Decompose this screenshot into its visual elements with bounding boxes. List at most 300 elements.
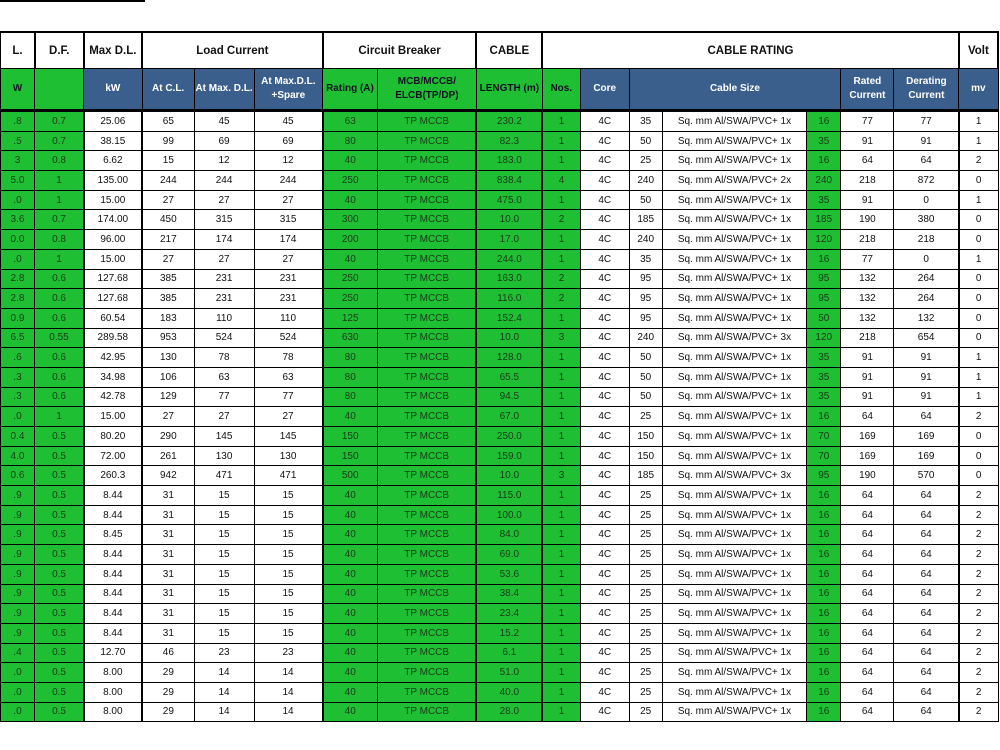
cell-cable-length[interactable]: 10.0 <box>476 328 542 348</box>
cell-connected-load[interactable]: 4.0 <box>0 446 35 466</box>
cell-core[interactable]: 4C <box>580 249 629 269</box>
cell-breaker-rating[interactable]: 150 <box>323 446 378 466</box>
cell-derating-current[interactable]: 218 <box>894 230 959 250</box>
cell-breaker-type[interactable]: TP MCCB <box>377 564 476 584</box>
cell-max-dl-kw[interactable]: 34.98 <box>84 367 143 387</box>
cell-current-with-spare[interactable]: 15 <box>254 604 323 624</box>
cell-connected-load[interactable]: .5 <box>0 131 35 151</box>
cell-current-at-max-dl[interactable]: 69 <box>194 131 254 151</box>
cell-derating-current[interactable]: 570 <box>894 466 959 486</box>
cell-breaker-type[interactable]: TP MCCB <box>377 682 476 702</box>
cell-cable-description[interactable]: Sq. mm Al/SWA/PVC+ 1x <box>662 643 806 663</box>
cell-connected-load[interactable]: 6.5 <box>0 328 35 348</box>
cell-df[interactable]: 0.5 <box>35 505 84 525</box>
cell-connected-load[interactable]: 3 <box>0 151 35 171</box>
cell-current-at-max-dl[interactable]: 145 <box>194 427 254 447</box>
cell-current-at-max-dl[interactable]: 77 <box>194 387 254 407</box>
cell-derating-current[interactable]: 64 <box>894 525 959 545</box>
cell-cable-size[interactable]: 25 <box>629 604 662 624</box>
cell-voltage-drop[interactable]: 1 <box>959 249 998 269</box>
cell-breaker-type[interactable]: TP MCCB <box>377 407 476 427</box>
cell-breaker-rating[interactable]: 80 <box>323 367 378 387</box>
cell-cable-nos[interactable]: 1 <box>542 643 580 663</box>
cell-earth-size[interactable]: 16 <box>807 702 841 722</box>
cell-max-dl-kw[interactable]: 8.44 <box>84 564 143 584</box>
cell-cable-nos[interactable]: 1 <box>542 190 580 210</box>
cell-current-at-max-dl[interactable]: 23 <box>194 643 254 663</box>
cell-df[interactable]: 0.6 <box>35 289 84 309</box>
cell-derating-current[interactable]: 64 <box>894 604 959 624</box>
cell-earth-size[interactable]: 16 <box>807 151 841 171</box>
cell-cable-size[interactable]: 95 <box>629 269 662 289</box>
cell-cable-nos[interactable]: 1 <box>542 584 580 604</box>
cell-cable-size[interactable]: 25 <box>629 702 662 722</box>
cell-breaker-type[interactable]: TP MCCB <box>377 387 476 407</box>
cell-cable-length[interactable]: 250.0 <box>476 427 542 447</box>
cell-current-at-max-dl[interactable]: 15 <box>194 525 254 545</box>
cell-current-with-spare[interactable]: 174 <box>254 230 323 250</box>
cell-breaker-rating[interactable]: 80 <box>323 387 378 407</box>
cell-max-dl-kw[interactable]: 42.95 <box>84 348 143 368</box>
cell-cable-description[interactable]: Sq. mm Al/SWA/PVC+ 1x <box>662 564 806 584</box>
cell-earth-size[interactable]: 16 <box>807 643 841 663</box>
cell-current-with-spare[interactable]: 14 <box>254 663 323 683</box>
cell-breaker-rating[interactable]: 200 <box>323 230 378 250</box>
cell-current-at-cl[interactable]: 261 <box>142 446 194 466</box>
cell-cable-size[interactable]: 50 <box>629 387 662 407</box>
cell-current-at-cl[interactable]: 244 <box>142 171 194 191</box>
cell-core[interactable]: 4C <box>580 407 629 427</box>
cell-earth-size[interactable]: 16 <box>807 249 841 269</box>
cell-core[interactable]: 4C <box>580 269 629 289</box>
cell-cable-length[interactable]: 53.6 <box>476 564 542 584</box>
cell-cable-description[interactable]: Sq. mm Al/SWA/PVC+ 1x <box>662 682 806 702</box>
cell-breaker-type[interactable]: TP MCCB <box>377 190 476 210</box>
cell-earth-size[interactable]: 16 <box>807 623 841 643</box>
cell-rated-current[interactable]: 132 <box>841 289 894 309</box>
cell-rated-current[interactable]: 64 <box>841 151 894 171</box>
cell-cable-description[interactable]: Sq. mm Al/SWA/PVC+ 1x <box>662 663 806 683</box>
cell-current-at-max-dl[interactable]: 15 <box>194 505 254 525</box>
cell-connected-load[interactable]: .6 <box>0 348 35 368</box>
cell-rated-current[interactable]: 64 <box>841 623 894 643</box>
cell-voltage-drop[interactable]: 2 <box>959 584 998 604</box>
cell-breaker-type[interactable]: TP MCCB <box>377 230 476 250</box>
cell-core[interactable]: 4C <box>580 111 629 132</box>
cell-df[interactable]: 1 <box>35 249 84 269</box>
cell-current-with-spare[interactable]: 15 <box>254 564 323 584</box>
cell-earth-size[interactable]: 70 <box>807 427 841 447</box>
cell-df[interactable]: 0.8 <box>35 151 84 171</box>
cell-current-at-cl[interactable]: 29 <box>142 682 194 702</box>
cell-earth-size[interactable]: 35 <box>807 387 841 407</box>
cell-df[interactable]: 0.7 <box>35 111 84 132</box>
cell-max-dl-kw[interactable]: 260.3 <box>84 466 143 486</box>
cell-connected-load[interactable]: 2.8 <box>0 269 35 289</box>
cell-max-dl-kw[interactable]: 15.00 <box>84 190 143 210</box>
cell-cable-length[interactable]: 116.0 <box>476 289 542 309</box>
cell-breaker-type[interactable]: TP MCCB <box>377 584 476 604</box>
cell-earth-size[interactable]: 16 <box>807 111 841 132</box>
cell-core[interactable]: 4C <box>580 486 629 506</box>
cell-max-dl-kw[interactable]: 8.44 <box>84 486 143 506</box>
cell-cable-nos[interactable]: 1 <box>542 387 580 407</box>
cell-breaker-type[interactable]: TP MCCB <box>377 289 476 309</box>
cell-current-at-max-dl[interactable]: 27 <box>194 190 254 210</box>
cell-breaker-type[interactable]: TP MCCB <box>377 131 476 151</box>
cell-df[interactable]: 0.55 <box>35 328 84 348</box>
cell-cable-description[interactable]: Sq. mm Al/SWA/PVC+ 1x <box>662 289 806 309</box>
cell-cable-nos[interactable]: 1 <box>542 525 580 545</box>
cell-breaker-type[interactable]: TP MCCB <box>377 505 476 525</box>
cell-rated-current[interactable]: 64 <box>841 505 894 525</box>
cell-derating-current[interactable]: 77 <box>894 111 959 132</box>
cell-breaker-rating[interactable]: 40 <box>323 643 378 663</box>
cell-cable-size[interactable]: 95 <box>629 289 662 309</box>
cell-connected-load[interactable]: .9 <box>0 505 35 525</box>
cell-cable-nos[interactable]: 1 <box>542 151 580 171</box>
cell-df[interactable]: 0.7 <box>35 210 84 230</box>
cell-current-at-max-dl[interactable]: 174 <box>194 230 254 250</box>
cell-breaker-rating[interactable]: 40 <box>323 486 378 506</box>
cell-derating-current[interactable]: 64 <box>894 545 959 565</box>
cell-breaker-rating[interactable]: 40 <box>323 545 378 565</box>
cell-connected-load[interactable]: 0.0 <box>0 230 35 250</box>
cell-current-with-spare[interactable]: 244 <box>254 171 323 191</box>
cell-cable-size[interactable]: 150 <box>629 427 662 447</box>
cell-current-with-spare[interactable]: 77 <box>254 387 323 407</box>
cell-earth-size[interactable]: 120 <box>807 328 841 348</box>
cell-df[interactable]: 0.5 <box>35 525 84 545</box>
cell-current-at-cl[interactable]: 99 <box>142 131 194 151</box>
cell-derating-current[interactable]: 91 <box>894 131 959 151</box>
cell-breaker-type[interactable]: TP MCCB <box>377 702 476 722</box>
cell-current-with-spare[interactable]: 130 <box>254 446 323 466</box>
cell-cable-nos[interactable]: 1 <box>542 623 580 643</box>
cell-current-at-cl[interactable]: 65 <box>142 111 194 132</box>
cell-voltage-drop[interactable]: 2 <box>959 702 998 722</box>
cell-cable-size[interactable]: 25 <box>629 682 662 702</box>
cell-df[interactable]: 0.5 <box>35 466 84 486</box>
cell-cable-nos[interactable]: 3 <box>542 466 580 486</box>
cell-cable-length[interactable]: 152.4 <box>476 308 542 328</box>
cell-core[interactable]: 4C <box>580 171 629 191</box>
cell-cable-length[interactable]: 230.2 <box>476 111 542 132</box>
cell-cable-length[interactable]: 40.0 <box>476 682 542 702</box>
cell-current-at-cl[interactable]: 31 <box>142 564 194 584</box>
cell-core[interactable]: 4C <box>580 387 629 407</box>
cell-connected-load[interactable]: .0 <box>0 190 35 210</box>
cell-core[interactable]: 4C <box>580 308 629 328</box>
cell-voltage-drop[interactable]: 0 <box>959 289 998 309</box>
cell-cable-description[interactable]: Sq. mm Al/SWA/PVC+ 1x <box>662 367 806 387</box>
cell-breaker-rating[interactable]: 500 <box>323 466 378 486</box>
cell-derating-current[interactable]: 0 <box>894 249 959 269</box>
cell-earth-size[interactable]: 95 <box>807 289 841 309</box>
cell-current-at-cl[interactable]: 29 <box>142 663 194 683</box>
cell-cable-length[interactable]: 6.1 <box>476 643 542 663</box>
cell-current-at-cl[interactable]: 385 <box>142 269 194 289</box>
cell-rated-current[interactable]: 64 <box>841 682 894 702</box>
cell-max-dl-kw[interactable]: 8.44 <box>84 505 143 525</box>
cell-current-with-spare[interactable]: 15 <box>254 486 323 506</box>
cell-cable-size[interactable]: 50 <box>629 348 662 368</box>
cell-cable-description[interactable]: Sq. mm Al/SWA/PVC+ 1x <box>662 230 806 250</box>
cell-rated-current[interactable]: 218 <box>841 171 894 191</box>
cell-connected-load[interactable]: .9 <box>0 545 35 565</box>
cell-current-with-spare[interactable]: 27 <box>254 407 323 427</box>
cell-voltage-drop[interactable]: 2 <box>959 682 998 702</box>
cell-voltage-drop[interactable]: 1 <box>959 367 998 387</box>
cell-breaker-type[interactable]: TP MCCB <box>377 604 476 624</box>
cell-breaker-type[interactable]: TP MCCB <box>377 348 476 368</box>
cell-cable-nos[interactable]: 1 <box>542 486 580 506</box>
cell-current-at-cl[interactable]: 130 <box>142 348 194 368</box>
cell-cable-length[interactable]: 838.4 <box>476 171 542 191</box>
cell-core[interactable]: 4C <box>580 348 629 368</box>
cell-current-at-max-dl[interactable]: 15 <box>194 486 254 506</box>
cell-df[interactable]: 0.5 <box>35 604 84 624</box>
cell-cable-nos[interactable]: 1 <box>542 682 580 702</box>
cell-max-dl-kw[interactable]: 80.20 <box>84 427 143 447</box>
cell-current-at-cl[interactable]: 31 <box>142 584 194 604</box>
cell-derating-current[interactable]: 872 <box>894 171 959 191</box>
cell-cable-size[interactable]: 240 <box>629 328 662 348</box>
cell-max-dl-kw[interactable]: 15.00 <box>84 249 143 269</box>
cell-voltage-drop[interactable]: 2 <box>959 663 998 683</box>
cell-cable-nos[interactable]: 3 <box>542 328 580 348</box>
cell-cable-nos[interactable]: 1 <box>542 427 580 447</box>
cell-max-dl-kw[interactable]: 8.00 <box>84 663 143 683</box>
cell-current-with-spare[interactable]: 15 <box>254 545 323 565</box>
cell-breaker-rating[interactable]: 150 <box>323 427 378 447</box>
cell-earth-size[interactable]: 16 <box>807 564 841 584</box>
cell-core[interactable]: 4C <box>580 151 629 171</box>
cell-connected-load[interactable]: .0 <box>0 682 35 702</box>
cell-cable-length[interactable]: 23.4 <box>476 604 542 624</box>
cell-voltage-drop[interactable]: 1 <box>959 131 998 151</box>
cell-connected-load[interactable]: .9 <box>0 584 35 604</box>
cell-current-at-cl[interactable]: 450 <box>142 210 194 230</box>
cell-current-at-cl[interactable]: 953 <box>142 328 194 348</box>
cell-cable-nos[interactable]: 1 <box>542 604 580 624</box>
cell-rated-current[interactable]: 91 <box>841 387 894 407</box>
cell-rated-current[interactable]: 64 <box>841 525 894 545</box>
cell-connected-load[interactable]: .0 <box>0 663 35 683</box>
cell-cable-nos[interactable]: 1 <box>542 407 580 427</box>
cell-df[interactable]: 0.6 <box>35 308 84 328</box>
cell-earth-size[interactable]: 16 <box>807 663 841 683</box>
cell-current-at-max-dl[interactable]: 14 <box>194 702 254 722</box>
cell-current-at-cl[interactable]: 29 <box>142 702 194 722</box>
cell-core[interactable]: 4C <box>580 210 629 230</box>
cell-cable-description[interactable]: Sq. mm Al/SWA/PVC+ 1x <box>662 249 806 269</box>
cell-current-at-max-dl[interactable]: 524 <box>194 328 254 348</box>
cell-breaker-type[interactable]: TP MCCB <box>377 171 476 191</box>
cell-breaker-rating[interactable]: 40 <box>323 505 378 525</box>
cell-rated-current[interactable]: 77 <box>841 111 894 132</box>
cell-breaker-rating[interactable]: 63 <box>323 111 378 132</box>
cell-earth-size[interactable]: 95 <box>807 466 841 486</box>
cell-current-at-max-dl[interactable]: 15 <box>194 623 254 643</box>
cell-cable-size[interactable]: 25 <box>629 545 662 565</box>
cell-cable-nos[interactable]: 1 <box>542 367 580 387</box>
cell-rated-current[interactable]: 64 <box>841 545 894 565</box>
cell-connected-load[interactable]: .0 <box>0 702 35 722</box>
cell-breaker-rating[interactable]: 300 <box>323 210 378 230</box>
cell-cable-size[interactable]: 35 <box>629 111 662 132</box>
cell-current-with-spare[interactable]: 231 <box>254 289 323 309</box>
cell-core[interactable]: 4C <box>580 623 629 643</box>
cell-core[interactable]: 4C <box>580 663 629 683</box>
cell-cable-nos[interactable]: 1 <box>542 131 580 151</box>
cell-cable-size[interactable]: 50 <box>629 190 662 210</box>
cell-cable-length[interactable]: 65.5 <box>476 367 542 387</box>
cell-df[interactable]: 0.5 <box>35 702 84 722</box>
cell-derating-current[interactable]: 64 <box>894 486 959 506</box>
cell-cable-size[interactable]: 25 <box>629 486 662 506</box>
cell-current-at-cl[interactable]: 31 <box>142 623 194 643</box>
cell-current-at-cl[interactable]: 106 <box>142 367 194 387</box>
cell-core[interactable]: 4C <box>580 702 629 722</box>
cell-current-at-max-dl[interactable]: 15 <box>194 545 254 565</box>
cell-voltage-drop[interactable]: 2 <box>959 505 998 525</box>
cell-cable-description[interactable]: Sq. mm Al/SWA/PVC+ 1x <box>662 210 806 230</box>
cell-connected-load[interactable]: .9 <box>0 564 35 584</box>
cell-cable-nos[interactable]: 1 <box>542 446 580 466</box>
cell-cable-nos[interactable]: 2 <box>542 269 580 289</box>
cell-connected-load[interactable]: .9 <box>0 623 35 643</box>
cell-max-dl-kw[interactable]: 289.58 <box>84 328 143 348</box>
cell-max-dl-kw[interactable]: 127.68 <box>84 289 143 309</box>
cell-current-at-max-dl[interactable]: 15 <box>194 564 254 584</box>
cell-current-with-spare[interactable]: 14 <box>254 682 323 702</box>
cell-df[interactable]: 1 <box>35 171 84 191</box>
cell-breaker-type[interactable]: TP MCCB <box>377 525 476 545</box>
cell-derating-current[interactable]: 132 <box>894 308 959 328</box>
cell-current-at-max-dl[interactable]: 231 <box>194 289 254 309</box>
cell-current-at-max-dl[interactable]: 63 <box>194 367 254 387</box>
cell-cable-description[interactable]: Sq. mm Al/SWA/PVC+ 1x <box>662 348 806 368</box>
cell-cable-length[interactable]: 94.5 <box>476 387 542 407</box>
cell-rated-current[interactable]: 64 <box>841 407 894 427</box>
cell-max-dl-kw[interactable]: 60.54 <box>84 308 143 328</box>
cell-df[interactable]: 0.5 <box>35 663 84 683</box>
cell-cable-nos[interactable]: 1 <box>542 249 580 269</box>
cell-current-with-spare[interactable]: 145 <box>254 427 323 447</box>
cell-rated-current[interactable]: 64 <box>841 604 894 624</box>
cell-cable-nos[interactable]: 1 <box>542 111 580 132</box>
cell-breaker-rating[interactable]: 40 <box>323 249 378 269</box>
cell-breaker-type[interactable]: TP MCCB <box>377 308 476 328</box>
cell-earth-size[interactable]: 16 <box>807 505 841 525</box>
cell-df[interactable]: 1 <box>35 190 84 210</box>
cell-rated-current[interactable]: 64 <box>841 584 894 604</box>
cell-rated-current[interactable]: 169 <box>841 427 894 447</box>
cell-core[interactable]: 4C <box>580 545 629 565</box>
cell-current-with-spare[interactable]: 524 <box>254 328 323 348</box>
cell-breaker-rating[interactable]: 40 <box>323 407 378 427</box>
cell-cable-length[interactable]: 475.0 <box>476 190 542 210</box>
cell-current-at-max-dl[interactable]: 15 <box>194 604 254 624</box>
cell-derating-current[interactable]: 380 <box>894 210 959 230</box>
cell-breaker-rating[interactable]: 40 <box>323 525 378 545</box>
cell-current-at-cl[interactable]: 27 <box>142 190 194 210</box>
cell-cable-description[interactable]: Sq. mm Al/SWA/PVC+ 2x <box>662 171 806 191</box>
cell-current-at-max-dl[interactable]: 471 <box>194 466 254 486</box>
cell-voltage-drop[interactable]: 2 <box>959 486 998 506</box>
cell-derating-current[interactable]: 64 <box>894 505 959 525</box>
cell-current-with-spare[interactable]: 78 <box>254 348 323 368</box>
cell-cable-description[interactable]: Sq. mm Al/SWA/PVC+ 1x <box>662 584 806 604</box>
cell-earth-size[interactable]: 35 <box>807 348 841 368</box>
cell-cable-description[interactable]: Sq. mm Al/SWA/PVC+ 1x <box>662 269 806 289</box>
cell-cable-size[interactable]: 25 <box>629 663 662 683</box>
cell-df[interactable]: 0.5 <box>35 643 84 663</box>
cell-cable-length[interactable]: 82.3 <box>476 131 542 151</box>
cell-df[interactable]: 0.6 <box>35 348 84 368</box>
cell-current-at-cl[interactable]: 31 <box>142 604 194 624</box>
cell-derating-current[interactable]: 64 <box>894 663 959 683</box>
cell-breaker-rating[interactable]: 40 <box>323 190 378 210</box>
cell-derating-current[interactable]: 64 <box>894 682 959 702</box>
cell-current-with-spare[interactable]: 110 <box>254 308 323 328</box>
cell-breaker-type[interactable]: TP MCCB <box>377 328 476 348</box>
cell-rated-current[interactable]: 77 <box>841 249 894 269</box>
cell-voltage-drop[interactable]: 0 <box>959 269 998 289</box>
cell-current-at-cl[interactable]: 31 <box>142 545 194 565</box>
cell-breaker-rating[interactable]: 40 <box>323 584 378 604</box>
cell-cable-description[interactable]: Sq. mm Al/SWA/PVC+ 1x <box>662 446 806 466</box>
cell-rated-current[interactable]: 91 <box>841 367 894 387</box>
cell-breaker-rating[interactable]: 250 <box>323 171 378 191</box>
cell-max-dl-kw[interactable]: 8.00 <box>84 702 143 722</box>
cell-cable-size[interactable]: 25 <box>629 584 662 604</box>
cell-breaker-type[interactable]: TP MCCB <box>377 643 476 663</box>
cell-connected-load[interactable]: 5.0 <box>0 171 35 191</box>
cell-voltage-drop[interactable]: 0 <box>959 230 998 250</box>
cell-cable-size[interactable]: 185 <box>629 466 662 486</box>
cell-cable-description[interactable]: Sq. mm Al/SWA/PVC+ 1x <box>662 702 806 722</box>
cell-cable-length[interactable]: 244.0 <box>476 249 542 269</box>
cell-core[interactable]: 4C <box>580 682 629 702</box>
cell-cable-nos[interactable]: 1 <box>542 545 580 565</box>
cell-rated-current[interactable]: 190 <box>841 466 894 486</box>
cell-connected-load[interactable]: .4 <box>0 643 35 663</box>
cell-current-with-spare[interactable]: 69 <box>254 131 323 151</box>
cell-derating-current[interactable]: 91 <box>894 387 959 407</box>
cell-connected-load[interactable]: .3 <box>0 387 35 407</box>
cell-derating-current[interactable]: 64 <box>894 702 959 722</box>
cell-rated-current[interactable]: 218 <box>841 230 894 250</box>
cell-cable-size[interactable]: 35 <box>629 249 662 269</box>
cell-rated-current[interactable]: 64 <box>841 702 894 722</box>
cell-current-at-max-dl[interactable]: 12 <box>194 151 254 171</box>
cell-rated-current[interactable]: 64 <box>841 486 894 506</box>
cell-voltage-drop[interactable]: 1 <box>959 111 998 132</box>
cell-max-dl-kw[interactable]: 96.00 <box>84 230 143 250</box>
cell-current-with-spare[interactable]: 15 <box>254 623 323 643</box>
cell-connected-load[interactable]: 3.6 <box>0 210 35 230</box>
cell-core[interactable]: 4C <box>580 328 629 348</box>
cell-breaker-type[interactable]: TP MCCB <box>377 151 476 171</box>
cell-current-at-max-dl[interactable]: 27 <box>194 407 254 427</box>
cell-current-at-cl[interactable]: 15 <box>142 151 194 171</box>
cell-earth-size[interactable]: 35 <box>807 190 841 210</box>
cell-cable-size[interactable]: 25 <box>629 407 662 427</box>
cell-current-at-max-dl[interactable]: 244 <box>194 171 254 191</box>
cell-rated-current[interactable]: 91 <box>841 348 894 368</box>
